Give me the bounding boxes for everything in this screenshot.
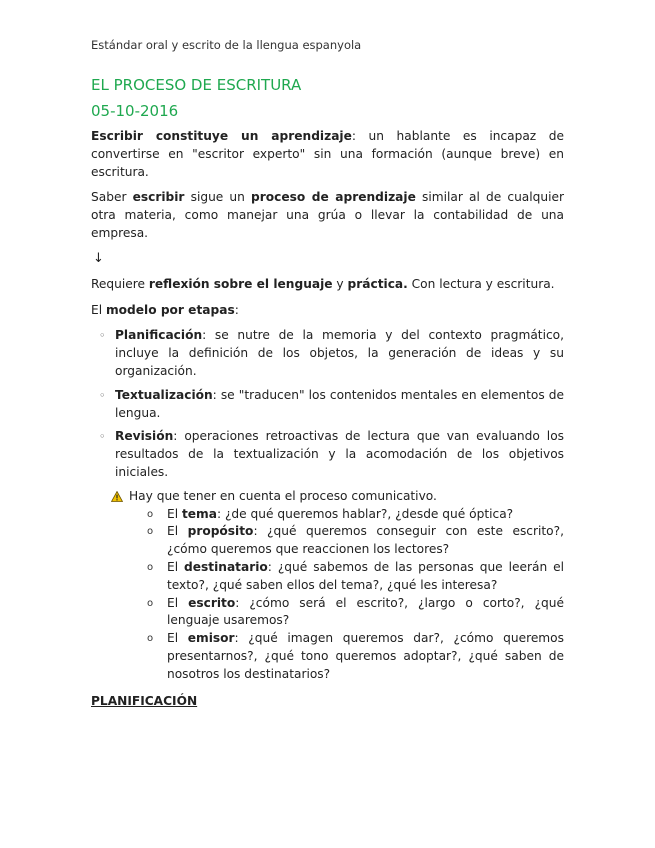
list-item: o El destinatario: ¿qué sabemos de las personas que leerán el texto?, ¿qué saben ellos del tema?, ¿qué les interesa? xyxy=(147,559,565,592)
warning-icon xyxy=(111,491,123,502)
running-header: Estándar oral y escrito de la llengua espanyola xyxy=(91,38,362,52)
circle-bullet-icon: o xyxy=(147,508,154,520)
warning-note xyxy=(91,488,564,506)
bullet-icon: ◦ xyxy=(99,388,106,402)
list-item: o El tema: ¿de qué queremos hablar?, ¿desde qué óptica? xyxy=(127,506,564,524)
list-item: ◦ Revisión: operaciones retroactivas de lectura que van evaluando los resultados de la textualización y la acomodación de los objetivos iniciales. xyxy=(99,429,564,479)
warning-text: Hay que tener en cuenta el proceso comunicativo. xyxy=(129,488,437,503)
list-item: o El escrito: ¿cómo será el escrito?, ¿largo o corto?, ¿qué lenguaje usaremos? xyxy=(147,595,564,628)
document-date: 05-10-2016 xyxy=(91,102,179,120)
bold-phrase: Escribir constituye un aprendizaje xyxy=(91,129,352,143)
paragraph-aprendizaje: Escribir constituye un aprendizaje: un hablante es incapaz de convertirse en "escritor experto" sin una formación (aunque breve) en escritura. xyxy=(91,129,564,179)
questions-list xyxy=(91,506,564,684)
circle-bullet-icon: o xyxy=(147,633,154,645)
section-heading: PLANIFICACIÓN xyxy=(91,693,198,708)
down-arrow: ↓ xyxy=(93,250,104,266)
document-title: EL PROCESO DE ESCRITURA xyxy=(91,76,302,94)
circle-bullet-icon: o xyxy=(147,597,154,609)
circle-bullet-icon: o xyxy=(147,526,154,538)
list-item: o El emisor: ¿qué imagen queremos dar?, ¿cómo queremos presentarnos?, ¿qué tono queremos adoptar?, ¿qué saben de nosotros los destinatarios? xyxy=(147,631,564,681)
paragraph-modelo: El modelo por etapas: xyxy=(91,302,239,317)
bullet-icon: ◦ xyxy=(99,329,106,343)
paragraph-proceso: Saber escribir sigue un proceso de aprendizaje similar al de cualquier otra materia, como manejar una grúa o llevar la contabilidad de una empresa. xyxy=(91,190,564,240)
stages-list xyxy=(91,327,564,481)
paragraph-requiere: Requiere reflexión sobre el lenguaje y práctica. Con lectura y escritura. xyxy=(91,276,555,291)
list-item: ◦ Planificación: se nutre de la memoria y del contexto pragmático, incluye la definición de los objetos, la generación de ideas y su organización. xyxy=(99,328,564,378)
list-item: ◦ Textualización: se "traducen" los contenidos mentales en elementos de lengua. xyxy=(99,387,564,420)
list-item: o El propósito: ¿qué queremos conseguir con este escrito?, ¿cómo queremos que reaccionen los lectores? xyxy=(147,524,564,557)
bullet-icon: ◦ xyxy=(99,430,106,444)
circle-bullet-icon: o xyxy=(147,561,154,573)
